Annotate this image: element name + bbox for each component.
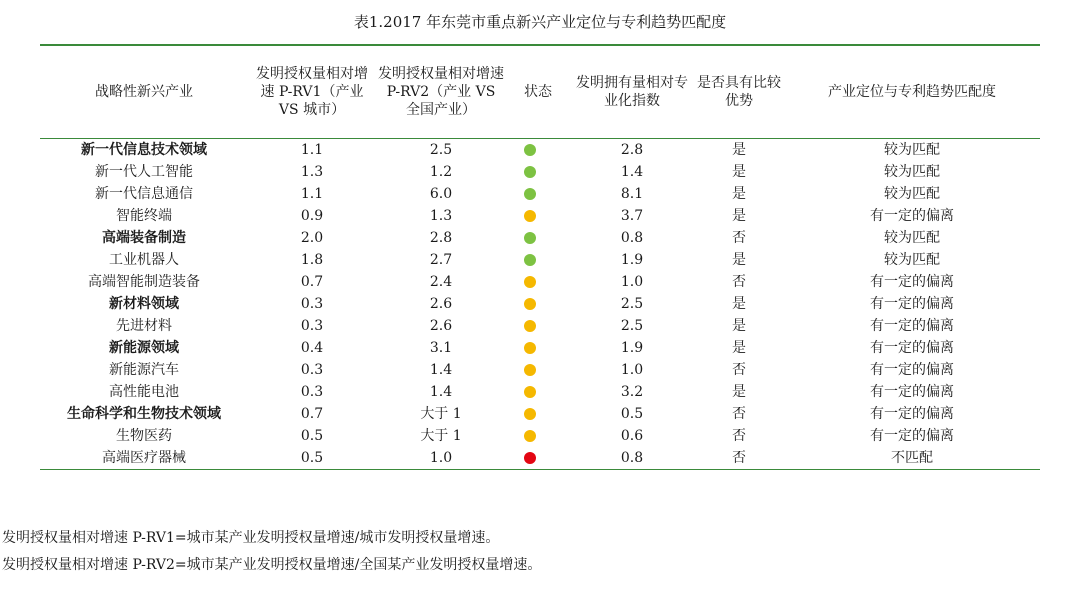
status-dot-icon xyxy=(524,408,536,420)
rv2-value: 2.5 xyxy=(429,142,453,158)
advantage-value: 是 xyxy=(732,164,746,180)
rv2-value: 1.2 xyxy=(429,164,453,180)
match-value: 有一定的偏离 xyxy=(870,362,954,378)
status-cell xyxy=(506,381,570,403)
status-dot-icon xyxy=(524,232,536,244)
status-cell xyxy=(506,139,570,162)
table-row xyxy=(40,249,1040,271)
status-dot-icon xyxy=(524,364,536,376)
status-cell xyxy=(506,293,570,315)
status-dot-icon xyxy=(524,342,536,354)
rv2-value: 2.7 xyxy=(429,252,453,268)
industry-name: 新一代信息通信 xyxy=(95,186,193,202)
table-header-row xyxy=(40,45,1040,139)
table-row xyxy=(40,183,1040,205)
advantage-value: 否 xyxy=(732,428,746,444)
footnote-rv2: 发明授权量相对增速 P-RV2=城市某产业发明授权量增速/全国某产业发明授权量增速。 xyxy=(2,557,542,573)
advantage-value: 否 xyxy=(732,274,746,290)
specialization-index: 1.9 xyxy=(620,340,644,356)
advantage-value: 是 xyxy=(732,296,746,312)
industry-name: 高端智能制造装备 xyxy=(88,274,200,290)
rv1-value: 0.7 xyxy=(300,274,324,290)
match-value: 有一定的偏离 xyxy=(870,318,954,334)
specialization-index: 1.0 xyxy=(620,362,644,378)
industry-name: 生物医药 xyxy=(116,428,172,444)
table-row xyxy=(40,381,1040,403)
industry-name: 新一代信息技术领域 xyxy=(81,142,207,158)
match-value: 有一定的偏离 xyxy=(870,274,954,290)
match-value: 较为匹配 xyxy=(884,252,940,268)
specialization-index: 0.8 xyxy=(620,230,644,246)
specialization-index: 2.5 xyxy=(620,296,644,312)
status-dot-icon xyxy=(524,452,536,464)
match-value: 较为匹配 xyxy=(884,164,940,180)
specialization-index: 1.4 xyxy=(620,164,644,180)
industry-name: 生命科学和生物技术领域 xyxy=(67,406,221,422)
industry-name: 高端医疗器械 xyxy=(102,450,186,466)
advantage-value: 是 xyxy=(732,252,746,268)
data-table-container xyxy=(40,44,1040,470)
status-dot-icon xyxy=(524,386,536,398)
advantage-value: 是 xyxy=(732,340,746,356)
table-row xyxy=(40,205,1040,227)
industry-name: 工业机器人 xyxy=(109,252,179,268)
specialization-index: 0.8 xyxy=(620,450,644,466)
footnote-rv1: 发明授权量相对增速 P-RV1=城市某产业发明授权量增速/城市发明授权量增速。 xyxy=(2,530,500,546)
rv1-value: 0.5 xyxy=(300,428,324,444)
rv1-value: 1.8 xyxy=(300,252,324,268)
match-value: 较为匹配 xyxy=(884,230,940,246)
match-value: 有一定的偏离 xyxy=(870,208,954,224)
status-dot-icon xyxy=(524,276,536,288)
advantage-value: 是 xyxy=(732,318,746,334)
advantage-value: 否 xyxy=(732,406,746,422)
rv2-value: 大于 1 xyxy=(420,406,462,422)
status-dot-icon xyxy=(524,430,536,442)
match-value: 有一定的偏离 xyxy=(870,340,954,356)
specialization-index: 0.5 xyxy=(620,406,644,422)
industry-name: 先进材料 xyxy=(116,318,172,334)
rv1-value: 0.3 xyxy=(300,296,324,312)
industry-name: 新能源汽车 xyxy=(109,362,179,378)
status-cell xyxy=(506,425,570,447)
status-dot-icon xyxy=(524,144,536,156)
rv1-value: 0.9 xyxy=(300,208,324,224)
status-dot-icon xyxy=(524,166,536,178)
table-row xyxy=(40,447,1040,470)
match-value: 有一定的偏离 xyxy=(870,428,954,444)
industry-name: 新一代人工智能 xyxy=(95,164,193,180)
rv1-value: 0.7 xyxy=(300,406,324,422)
match-value: 不匹配 xyxy=(891,450,933,466)
header-status: 状态 xyxy=(524,84,552,100)
table-row xyxy=(40,227,1040,249)
rv2-value: 1.4 xyxy=(429,362,453,378)
status-dot-icon xyxy=(524,210,536,222)
status-cell xyxy=(506,227,570,249)
status-cell xyxy=(506,183,570,205)
header-index: 发明拥有量相对专业化指数 xyxy=(576,75,688,109)
table-row xyxy=(40,403,1040,425)
rv1-value: 0.3 xyxy=(300,362,324,378)
industry-name: 高端装备制造 xyxy=(102,230,186,246)
specialization-index: 3.2 xyxy=(620,384,644,400)
table-row xyxy=(40,139,1040,162)
rv1-value: 1.1 xyxy=(300,186,324,202)
status-cell xyxy=(506,205,570,227)
specialization-index: 3.7 xyxy=(620,208,644,224)
rv1-value: 2.0 xyxy=(300,230,324,246)
advantage-value: 否 xyxy=(732,230,746,246)
industry-name: 高性能电池 xyxy=(109,384,179,400)
status-dot-icon xyxy=(524,298,536,310)
advantage-value: 是 xyxy=(732,186,746,202)
rv2-value: 2.6 xyxy=(429,318,453,334)
table-title: 表1.2017 年东莞市重点新兴产业定位与专利趋势匹配度 xyxy=(353,13,727,31)
specialization-index: 0.6 xyxy=(620,428,644,444)
table-row xyxy=(40,271,1040,293)
status-dot-icon xyxy=(524,188,536,200)
status-cell xyxy=(506,403,570,425)
industry-name: 新能源领域 xyxy=(109,340,179,356)
match-value: 有一定的偏离 xyxy=(870,406,954,422)
match-value: 较为匹配 xyxy=(884,142,940,158)
data-table xyxy=(40,44,1040,470)
header-match: 产业定位与专利趋势匹配度 xyxy=(828,84,996,100)
rv2-value: 1.0 xyxy=(429,450,453,466)
advantage-value: 否 xyxy=(732,362,746,378)
industry-name: 新材料领域 xyxy=(109,296,179,312)
rv2-value: 3.1 xyxy=(429,340,453,356)
rv2-value: 1.4 xyxy=(429,384,453,400)
advantage-value: 是 xyxy=(732,208,746,224)
rv2-value: 1.3 xyxy=(429,208,453,224)
table-row xyxy=(40,161,1040,183)
rv2-value: 大于 1 xyxy=(420,428,462,444)
header-rv2: 发明授权量相对增速 P-RV2（产业 VS 全国产业） xyxy=(378,66,504,118)
table-row xyxy=(40,359,1040,381)
advantage-value: 是 xyxy=(732,142,746,158)
rv1-value: 0.3 xyxy=(300,318,324,334)
status-cell xyxy=(506,447,570,470)
status-cell xyxy=(506,271,570,293)
rv1-value: 1.3 xyxy=(300,164,324,180)
header-rv1: 发明授权量相对增速 P-RV1（产业 VS 城市） xyxy=(256,66,368,118)
status-cell xyxy=(506,315,570,337)
specialization-index: 1.9 xyxy=(620,252,644,268)
table-row xyxy=(40,293,1040,315)
status-dot-icon xyxy=(524,320,536,332)
rv1-value: 0.3 xyxy=(300,384,324,400)
industry-name: 智能终端 xyxy=(116,208,172,224)
advantage-value: 否 xyxy=(732,450,746,466)
status-cell xyxy=(506,249,570,271)
status-cell xyxy=(506,337,570,359)
status-dot-icon xyxy=(524,254,536,266)
rv1-value: 1.1 xyxy=(300,142,324,158)
match-value: 较为匹配 xyxy=(884,186,940,202)
table-body xyxy=(40,139,1040,470)
rv1-value: 0.5 xyxy=(300,450,324,466)
status-cell xyxy=(506,359,570,381)
rv2-value: 2.8 xyxy=(429,230,453,246)
match-value: 有一定的偏离 xyxy=(870,296,954,312)
table-row xyxy=(40,337,1040,359)
specialization-index: 2.5 xyxy=(620,318,644,334)
header-advantage: 是否具有比较优势 xyxy=(697,75,781,109)
table-row xyxy=(40,315,1040,337)
table-row xyxy=(40,425,1040,447)
rv2-value: 6.0 xyxy=(429,186,453,202)
specialization-index: 8.1 xyxy=(620,186,644,202)
specialization-index: 2.8 xyxy=(620,142,644,158)
rv2-value: 2.6 xyxy=(429,296,453,312)
rv1-value: 0.4 xyxy=(300,340,324,356)
advantage-value: 是 xyxy=(732,384,746,400)
status-cell xyxy=(506,161,570,183)
header-industry: 战略性新兴产业 xyxy=(95,84,193,100)
specialization-index: 1.0 xyxy=(620,274,644,290)
match-value: 有一定的偏离 xyxy=(870,384,954,400)
rv2-value: 2.4 xyxy=(429,274,453,290)
